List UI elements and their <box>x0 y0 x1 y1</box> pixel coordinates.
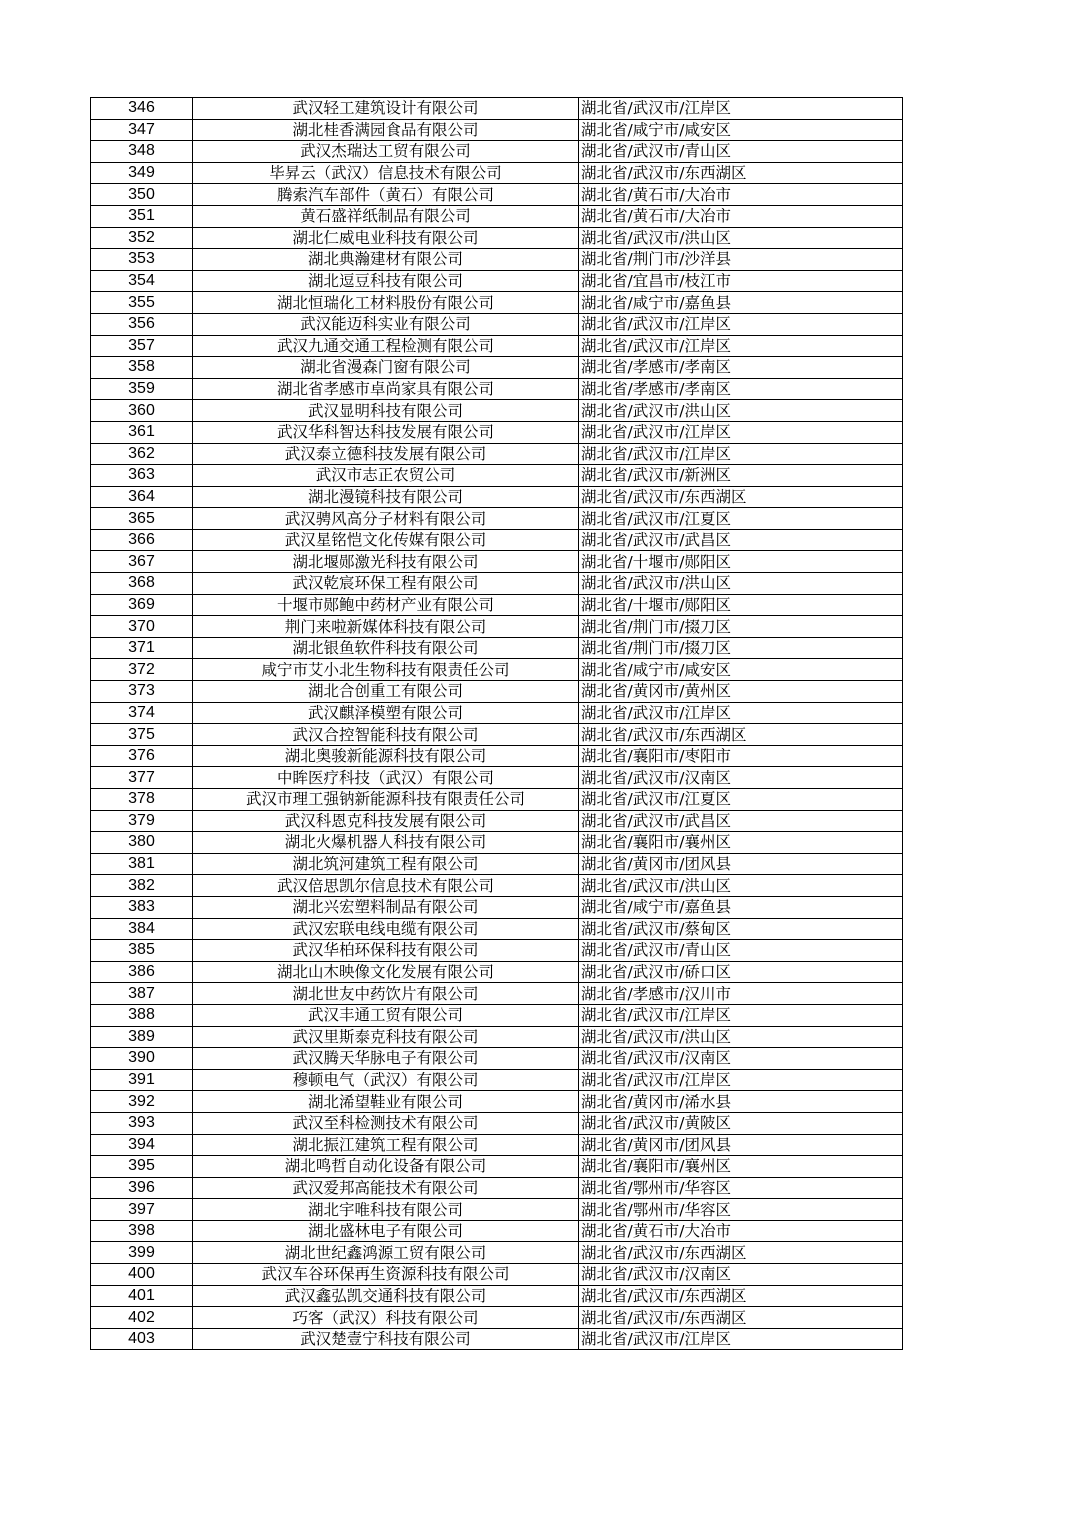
location-cell: 湖北省/武汉市/汉南区 <box>579 1264 903 1286</box>
row-number-cell: 356 <box>91 313 193 335</box>
company-name-cell: 武汉丰通工贸有限公司 <box>193 1004 579 1026</box>
table-row <box>91 508 903 530</box>
table-row <box>91 832 903 854</box>
company-name-cell: 武汉市理工强钠新能源科技有限责任公司 <box>193 789 579 811</box>
company-name-cell: 湖北漫镜科技有限公司 <box>193 486 579 508</box>
location-cell: 湖北省/武汉市/江岸区 <box>579 313 903 335</box>
company-name-cell: 武汉乾宸环保工程有限公司 <box>193 573 579 595</box>
location-cell: 湖北省/武汉市/东西湖区 <box>579 1242 903 1264</box>
location-cell: 湖北省/武汉市/东西湖区 <box>579 162 903 184</box>
table-row <box>91 659 903 681</box>
company-name-cell: 武汉宏联电线电缆有限公司 <box>193 918 579 940</box>
location-cell: 湖北省/武汉市/汉南区 <box>579 1048 903 1070</box>
table-row <box>91 98 903 120</box>
company-name-cell: 武汉合控智能科技有限公司 <box>193 724 579 746</box>
location-cell: 湖北省/咸宁市/咸安区 <box>579 659 903 681</box>
row-number-cell: 396 <box>91 1177 193 1199</box>
company-name-cell: 咸宁市艾小北生物科技有限责任公司 <box>193 659 579 681</box>
company-name-cell: 武汉骋风高分子材料有限公司 <box>193 508 579 530</box>
location-cell: 湖北省/武汉市/新洲区 <box>579 465 903 487</box>
company-name-cell: 武汉科恩克科技发展有限公司 <box>193 810 579 832</box>
company-name-cell: 湖北宇唯科技有限公司 <box>193 1199 579 1221</box>
row-number-cell: 362 <box>91 443 193 465</box>
company-name-cell: 湖北兴宏塑料制品有限公司 <box>193 896 579 918</box>
table-row <box>91 681 903 703</box>
table-row <box>91 400 903 422</box>
company-name-cell: 湖北省孝感市卓尚家具有限公司 <box>193 378 579 400</box>
table-row <box>91 1285 903 1307</box>
company-name-cell: 武汉爱邦高能技术有限公司 <box>193 1177 579 1199</box>
location-cell: 湖北省/黄石市/大冶市 <box>579 1220 903 1242</box>
location-cell: 湖北省/武汉市/洪山区 <box>579 400 903 422</box>
row-number-cell: 370 <box>91 616 193 638</box>
table-row <box>91 119 903 141</box>
row-number-cell: 397 <box>91 1199 193 1221</box>
row-number-cell: 374 <box>91 702 193 724</box>
table-row <box>91 767 903 789</box>
table-row <box>91 357 903 379</box>
company-name-cell: 黄石盛祥纸制品有限公司 <box>193 205 579 227</box>
row-number-cell: 398 <box>91 1220 193 1242</box>
row-number-cell: 378 <box>91 789 193 811</box>
table-row <box>91 875 903 897</box>
table-row <box>91 1242 903 1264</box>
location-cell: 湖北省/武汉市/汉南区 <box>579 767 903 789</box>
company-name-cell: 荆门来啦新媒体科技有限公司 <box>193 616 579 638</box>
row-number-cell: 393 <box>91 1112 193 1134</box>
table-row <box>91 1026 903 1048</box>
company-name-cell: 武汉倍思凯尔信息技术有限公司 <box>193 875 579 897</box>
row-number-cell: 376 <box>91 745 193 767</box>
company-name-cell: 湖北典瀚建材有限公司 <box>193 249 579 271</box>
table-row <box>91 1134 903 1156</box>
company-name-cell: 湖北省漫森门窗有限公司 <box>193 357 579 379</box>
row-number-cell: 375 <box>91 724 193 746</box>
company-name-cell: 武汉能迈科实业有限公司 <box>193 313 579 335</box>
row-number-cell: 351 <box>91 205 193 227</box>
table-row <box>91 983 903 1005</box>
table-row <box>91 940 903 962</box>
table-row <box>91 724 903 746</box>
location-cell: 湖北省/襄阳市/襄州区 <box>579 832 903 854</box>
row-number-cell: 350 <box>91 184 193 206</box>
row-number-cell: 346 <box>91 98 193 120</box>
location-cell: 湖北省/武汉市/江岸区 <box>579 335 903 357</box>
row-number-cell: 372 <box>91 659 193 681</box>
row-number-cell: 365 <box>91 508 193 530</box>
company-name-cell: 武汉麒泽模塑有限公司 <box>193 702 579 724</box>
company-name-cell: 湖北火爆机器人科技有限公司 <box>193 832 579 854</box>
row-number-cell: 354 <box>91 270 193 292</box>
location-cell: 湖北省/黄石市/大冶市 <box>579 205 903 227</box>
location-cell: 湖北省/咸宁市/嘉鱼县 <box>579 896 903 918</box>
company-name-cell: 中眸医疗科技（武汉）有限公司 <box>193 767 579 789</box>
location-cell: 湖北省/武汉市/青山区 <box>579 940 903 962</box>
table-row <box>91 616 903 638</box>
row-number-cell: 379 <box>91 810 193 832</box>
location-cell: 湖北省/武汉市/武昌区 <box>579 810 903 832</box>
location-cell: 湖北省/武汉市/东西湖区 <box>579 486 903 508</box>
company-name-cell: 武汉鑫弘凯交通科技有限公司 <box>193 1285 579 1307</box>
table-row <box>91 1199 903 1221</box>
row-number-cell: 369 <box>91 594 193 616</box>
location-cell: 湖北省/鄂州市/华容区 <box>579 1199 903 1221</box>
location-cell: 湖北省/咸宁市/嘉鱼县 <box>579 292 903 314</box>
table-row <box>91 292 903 314</box>
row-number-cell: 368 <box>91 573 193 595</box>
location-cell: 湖北省/荆门市/沙洋县 <box>579 249 903 271</box>
row-number-cell: 389 <box>91 1026 193 1048</box>
location-cell: 湖北省/鄂州市/华容区 <box>579 1177 903 1199</box>
row-number-cell: 367 <box>91 551 193 573</box>
row-number-cell: 377 <box>91 767 193 789</box>
table-row <box>91 1177 903 1199</box>
row-number-cell: 400 <box>91 1264 193 1286</box>
location-cell: 湖北省/武汉市/江岸区 <box>579 421 903 443</box>
table-row <box>91 162 903 184</box>
company-name-cell: 湖北银鱼软件科技有限公司 <box>193 637 579 659</box>
row-number-cell: 380 <box>91 832 193 854</box>
company-name-cell: 毕昇云（武汉）信息技术有限公司 <box>193 162 579 184</box>
row-number-cell: 381 <box>91 853 193 875</box>
table-row <box>91 637 903 659</box>
row-number-cell: 347 <box>91 119 193 141</box>
table-row <box>91 270 903 292</box>
table-row <box>91 853 903 875</box>
company-name-cell: 武汉腾天华脉电子有限公司 <box>193 1048 579 1070</box>
location-cell: 湖北省/武汉市/江岸区 <box>579 1069 903 1091</box>
table-row <box>91 573 903 595</box>
company-name-cell: 武汉泰立德科技发展有限公司 <box>193 443 579 465</box>
location-cell: 湖北省/武汉市/江岸区 <box>579 1328 903 1350</box>
location-cell: 湖北省/荆门市/掇刀区 <box>579 616 903 638</box>
company-name-cell: 湖北鸣哲自动化设备有限公司 <box>193 1156 579 1178</box>
location-cell: 湖北省/武汉市/江岸区 <box>579 98 903 120</box>
location-cell: 湖北省/武汉市/洪山区 <box>579 227 903 249</box>
table-row <box>91 227 903 249</box>
table-row <box>91 313 903 335</box>
company-name-cell: 湖北盛林电子有限公司 <box>193 1220 579 1242</box>
table-row <box>91 249 903 271</box>
company-name-cell: 巧客（武汉）科技有限公司 <box>193 1307 579 1329</box>
location-cell: 湖北省/武汉市/东西湖区 <box>579 1285 903 1307</box>
location-cell: 湖北省/孝感市/汉川市 <box>579 983 903 1005</box>
location-cell: 湖北省/黄石市/大冶市 <box>579 184 903 206</box>
table-row <box>91 961 903 983</box>
company-name-cell: 武汉至科检测技术有限公司 <box>193 1112 579 1134</box>
table-row <box>91 810 903 832</box>
location-cell: 湖北省/武汉市/江岸区 <box>579 702 903 724</box>
table-row <box>91 1004 903 1026</box>
company-name-cell: 武汉轻工建筑设计有限公司 <box>193 98 579 120</box>
table-row <box>91 594 903 616</box>
table-row <box>91 205 903 227</box>
row-number-cell: 355 <box>91 292 193 314</box>
company-name-cell: 湖北浠望鞋业有限公司 <box>193 1091 579 1113</box>
row-number-cell: 392 <box>91 1091 193 1113</box>
company-name-cell: 湖北世友中药饮片有限公司 <box>193 983 579 1005</box>
table-row <box>91 789 903 811</box>
location-cell: 湖北省/荆门市/掇刀区 <box>579 637 903 659</box>
row-number-cell: 387 <box>91 983 193 1005</box>
table-row <box>91 918 903 940</box>
location-cell: 湖北省/宜昌市/枝江市 <box>579 270 903 292</box>
location-cell: 湖北省/武汉市/江夏区 <box>579 508 903 530</box>
table-row <box>91 141 903 163</box>
company-table <box>90 97 903 1350</box>
table-row <box>91 1069 903 1091</box>
company-name-cell: 湖北恒瑞化工材料股份有限公司 <box>193 292 579 314</box>
row-number-cell: 403 <box>91 1328 193 1350</box>
table-row <box>91 1112 903 1134</box>
table-row <box>91 745 903 767</box>
company-name-cell: 武汉市志正农贸公司 <box>193 465 579 487</box>
location-cell: 湖北省/黄冈市/团风县 <box>579 853 903 875</box>
row-number-cell: 371 <box>91 637 193 659</box>
row-number-cell: 401 <box>91 1285 193 1307</box>
company-name-cell: 湖北堰郧激光科技有限公司 <box>193 551 579 573</box>
company-name-cell: 武汉华科智达科技发展有限公司 <box>193 421 579 443</box>
table-row <box>91 378 903 400</box>
location-cell: 湖北省/武汉市/江岸区 <box>579 443 903 465</box>
row-number-cell: 352 <box>91 227 193 249</box>
company-name-cell: 湖北山木映像文化发展有限公司 <box>193 961 579 983</box>
row-number-cell: 363 <box>91 465 193 487</box>
company-name-cell: 武汉里斯泰克科技有限公司 <box>193 1026 579 1048</box>
company-name-cell: 湖北桂香满园食品有限公司 <box>193 119 579 141</box>
row-number-cell: 402 <box>91 1307 193 1329</box>
company-name-cell: 武汉华柏环保科技有限公司 <box>193 940 579 962</box>
row-number-cell: 383 <box>91 896 193 918</box>
row-number-cell: 357 <box>91 335 193 357</box>
row-number-cell: 360 <box>91 400 193 422</box>
location-cell: 湖北省/武汉市/东西湖区 <box>579 1307 903 1329</box>
table-row <box>91 702 903 724</box>
company-name-cell: 腾索汽车部件（黄石）有限公司 <box>193 184 579 206</box>
company-name-cell: 湖北仁威电业科技有限公司 <box>193 227 579 249</box>
row-number-cell: 361 <box>91 421 193 443</box>
row-number-cell: 385 <box>91 940 193 962</box>
row-number-cell: 382 <box>91 875 193 897</box>
location-cell: 湖北省/武汉市/蔡甸区 <box>579 918 903 940</box>
company-name-cell: 湖北振江建筑工程有限公司 <box>193 1134 579 1156</box>
table-row <box>91 486 903 508</box>
location-cell: 湖北省/咸宁市/咸安区 <box>579 119 903 141</box>
table-row <box>91 1091 903 1113</box>
location-cell: 湖北省/孝感市/孝南区 <box>579 357 903 379</box>
location-cell: 湖北省/武汉市/硚口区 <box>579 961 903 983</box>
row-number-cell: 353 <box>91 249 193 271</box>
table-body <box>91 98 903 1350</box>
location-cell: 湖北省/武汉市/洪山区 <box>579 875 903 897</box>
company-name-cell: 穆顿电气（武汉）有限公司 <box>193 1069 579 1091</box>
table-row <box>91 335 903 357</box>
row-number-cell: 359 <box>91 378 193 400</box>
location-cell: 湖北省/武汉市/洪山区 <box>579 573 903 595</box>
row-number-cell: 391 <box>91 1069 193 1091</box>
company-name-cell: 湖北奥骏新能源科技有限公司 <box>193 745 579 767</box>
row-number-cell: 373 <box>91 681 193 703</box>
company-name-cell: 湖北世纪鑫鸿源工贸有限公司 <box>193 1242 579 1264</box>
location-cell: 湖北省/黄冈市/团风县 <box>579 1134 903 1156</box>
row-number-cell: 358 <box>91 357 193 379</box>
table-row <box>91 1264 903 1286</box>
location-cell: 湖北省/襄阳市/襄州区 <box>579 1156 903 1178</box>
table-row <box>91 465 903 487</box>
table-row <box>91 1048 903 1070</box>
location-cell: 湖北省/武汉市/武昌区 <box>579 529 903 551</box>
row-number-cell: 348 <box>91 141 193 163</box>
table-row <box>91 184 903 206</box>
row-number-cell: 399 <box>91 1242 193 1264</box>
location-cell: 湖北省/武汉市/青山区 <box>579 141 903 163</box>
row-number-cell: 366 <box>91 529 193 551</box>
row-number-cell: 394 <box>91 1134 193 1156</box>
row-number-cell: 364 <box>91 486 193 508</box>
location-cell: 湖北省/武汉市/洪山区 <box>579 1026 903 1048</box>
location-cell: 湖北省/武汉市/东西湖区 <box>579 724 903 746</box>
location-cell: 湖北省/孝感市/孝南区 <box>579 378 903 400</box>
table-row <box>91 1328 903 1350</box>
table-row <box>91 1156 903 1178</box>
location-cell: 湖北省/武汉市/江夏区 <box>579 789 903 811</box>
row-number-cell: 384 <box>91 918 193 940</box>
location-cell: 湖北省/武汉市/江岸区 <box>579 1004 903 1026</box>
table-row <box>91 421 903 443</box>
table-row <box>91 1307 903 1329</box>
row-number-cell: 388 <box>91 1004 193 1026</box>
row-number-cell: 395 <box>91 1156 193 1178</box>
company-name-cell: 十堰市郧鲍中药材产业有限公司 <box>193 594 579 616</box>
company-name-cell: 武汉显明科技有限公司 <box>193 400 579 422</box>
company-name-cell: 武汉车谷环保再生资源科技有限公司 <box>193 1264 579 1286</box>
company-name-cell: 湖北合创重工有限公司 <box>193 681 579 703</box>
company-name-cell: 武汉九通交通工程检测有限公司 <box>193 335 579 357</box>
table-row <box>91 1220 903 1242</box>
location-cell: 湖北省/黄冈市/黄州区 <box>579 681 903 703</box>
company-name-cell: 武汉楚壹宁科技有限公司 <box>193 1328 579 1350</box>
location-cell: 湖北省/黄冈市/浠水县 <box>579 1091 903 1113</box>
table-row <box>91 896 903 918</box>
row-number-cell: 386 <box>91 961 193 983</box>
location-cell: 湖北省/十堰市/郧阳区 <box>579 594 903 616</box>
company-name-cell: 武汉杰瑞达工贸有限公司 <box>193 141 579 163</box>
row-number-cell: 349 <box>91 162 193 184</box>
company-name-cell: 湖北逗豆科技有限公司 <box>193 270 579 292</box>
location-cell: 湖北省/襄阳市/枣阳市 <box>579 745 903 767</box>
location-cell: 湖北省/十堰市/郧阳区 <box>579 551 903 573</box>
row-number-cell: 390 <box>91 1048 193 1070</box>
table-row <box>91 551 903 573</box>
table-row <box>91 443 903 465</box>
location-cell: 湖北省/武汉市/黄陂区 <box>579 1112 903 1134</box>
company-name-cell: 湖北筑河建筑工程有限公司 <box>193 853 579 875</box>
company-name-cell: 武汉星铭恺文化传媒有限公司 <box>193 529 579 551</box>
table-row <box>91 529 903 551</box>
